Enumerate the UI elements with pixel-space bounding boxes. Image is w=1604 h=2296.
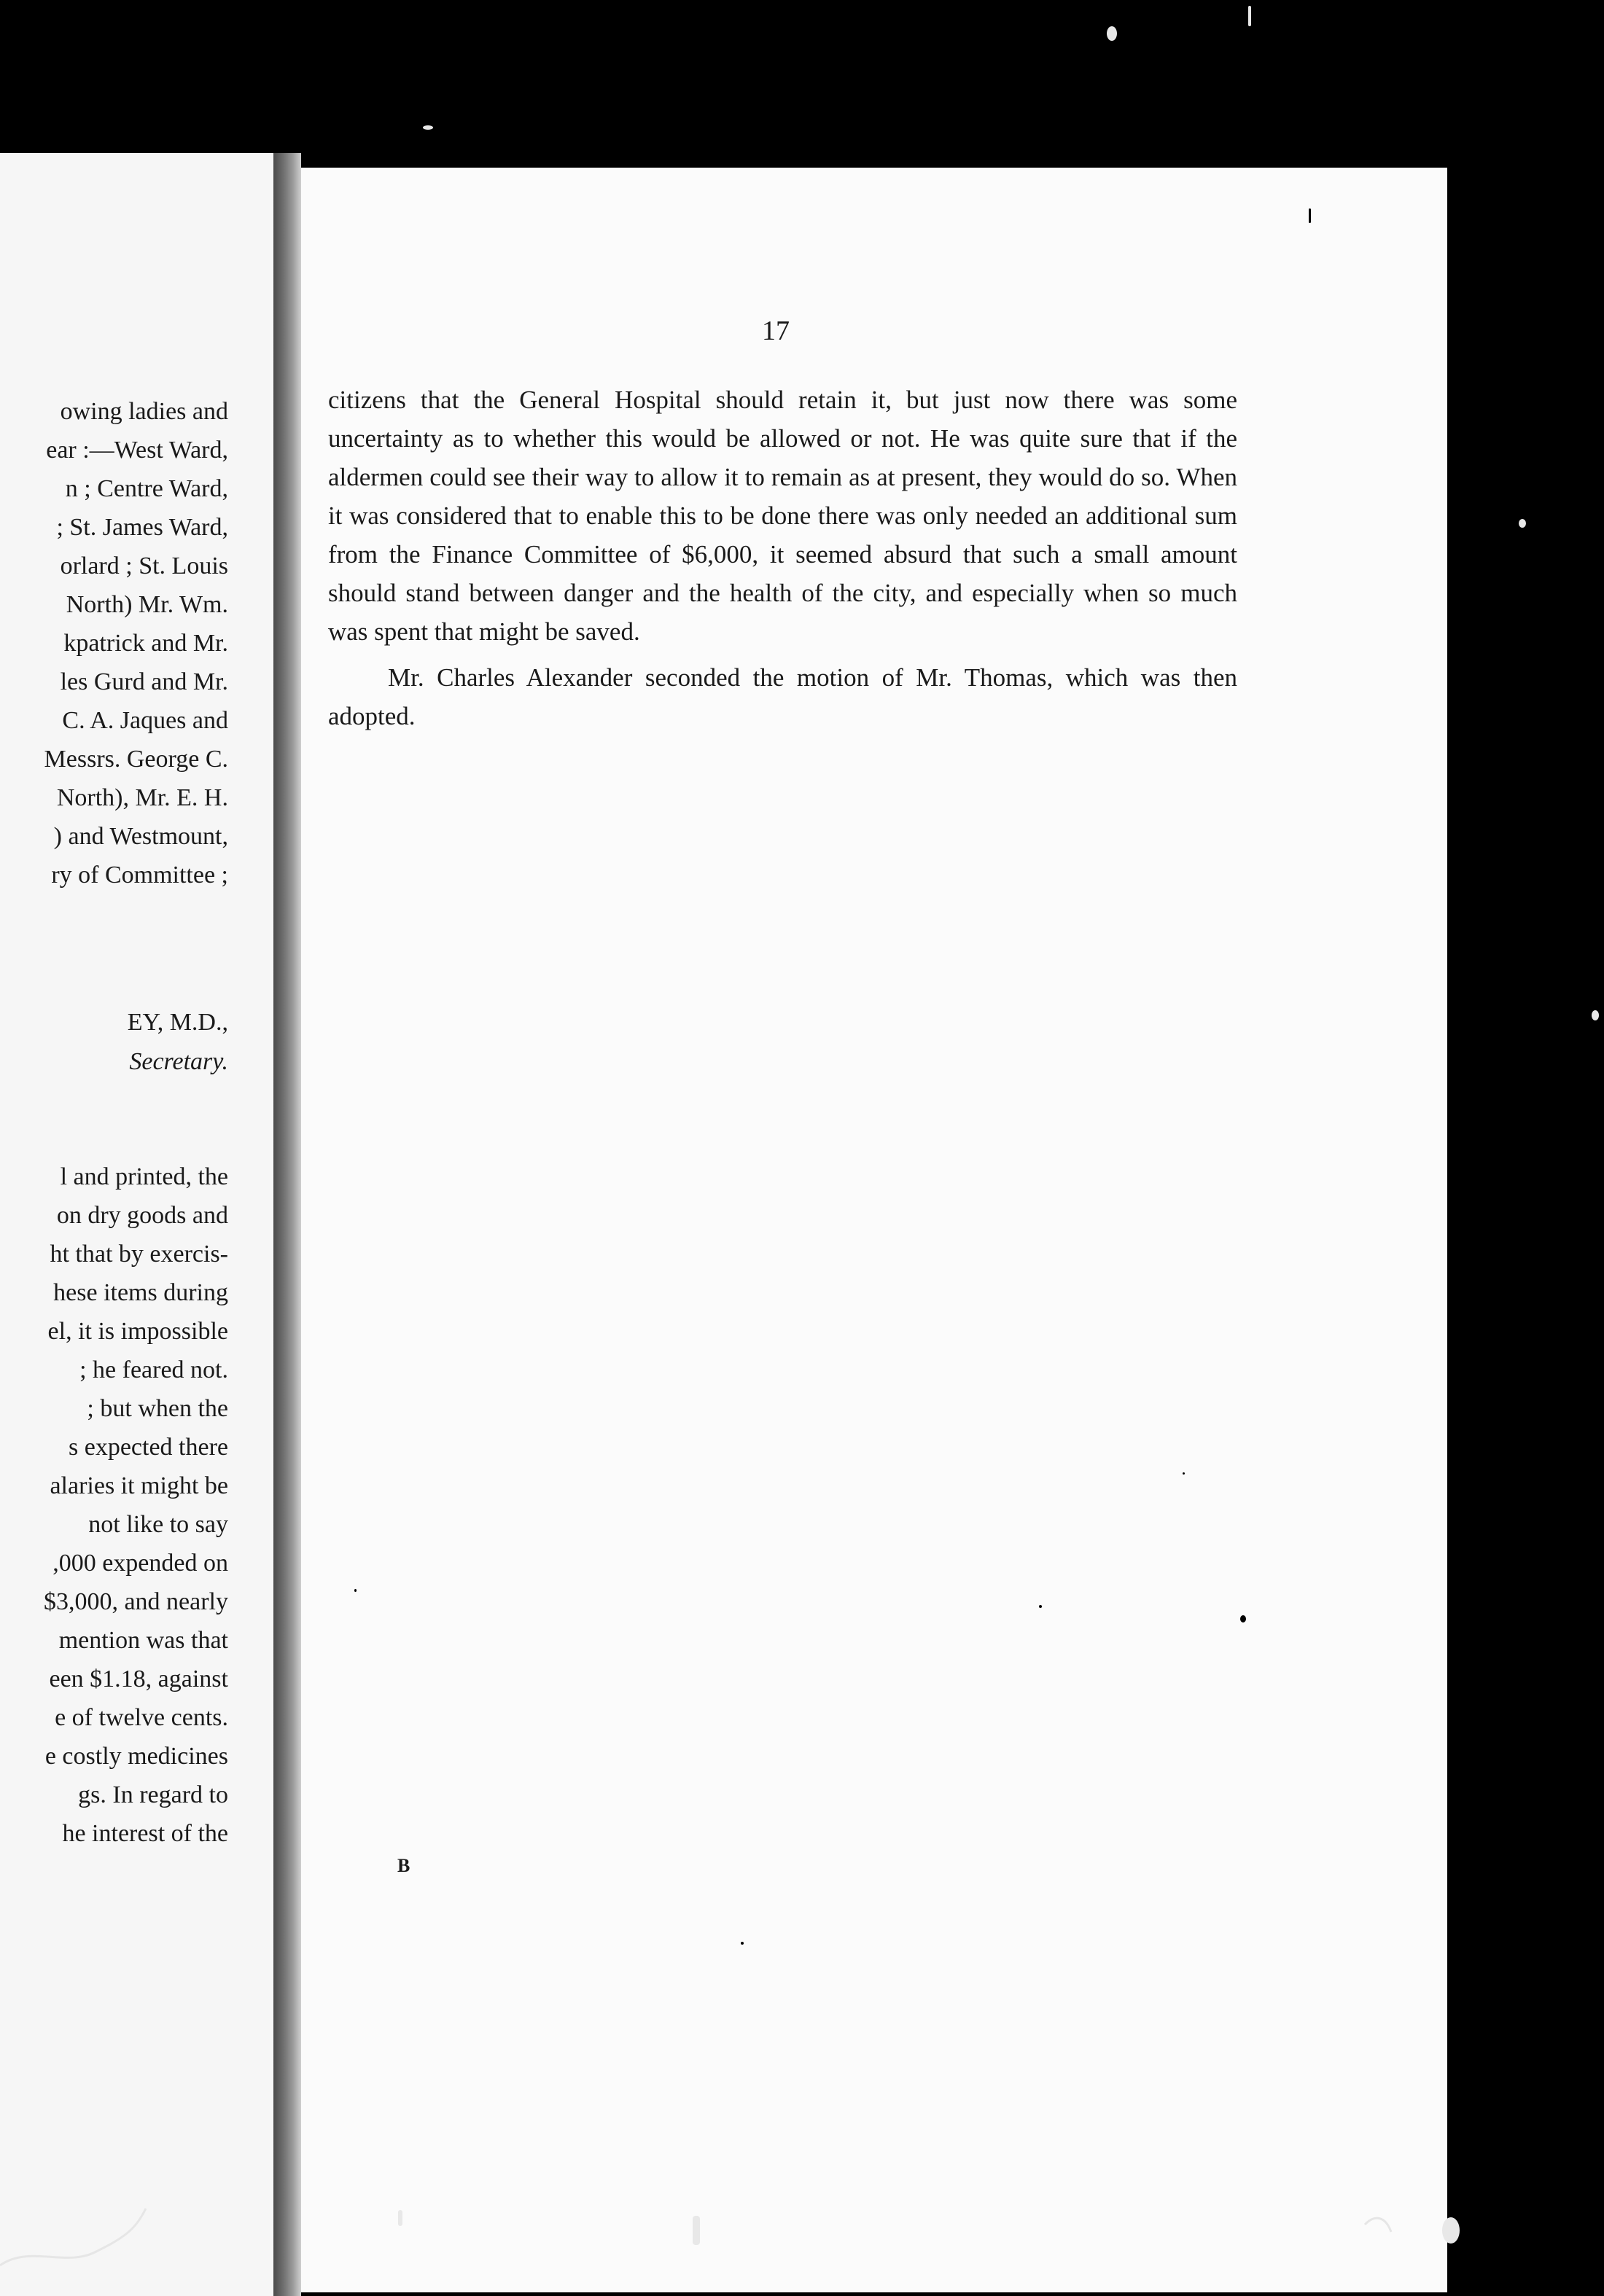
fiber-artifact: [0, 2209, 146, 2265]
left-text-line: kpatrick and Mr.: [63, 630, 228, 657]
left-text-line: $3,000, and nearly: [43, 1588, 228, 1615]
left-text-line: ry of Committee ;: [51, 862, 228, 889]
left-text-line: orlard ; St. Louis: [60, 552, 228, 579]
left-text-line: North) Mr. Wm.: [66, 591, 228, 618]
paragraph: citizens that the General Hospital should retain it, but just now there was some uncertainty as to whether this would be allowed or not. He was quite sure that if the aldermen could see their way to allow it to remain as at present, they would do so. When it was considered that to enable this to be done there was only needed an additional sum from the Finance Committee of $6,000, it seemed absurd that such a small amount should stand between danger and the health of the city, and especially when so much was spent that might be saved.: [328, 386, 1237, 646]
page-number: 17: [762, 316, 790, 346]
left-text-line: North), Mr. E. H.: [56, 784, 228, 811]
left-text-line: s expected there: [69, 1434, 228, 1461]
left-text-line: ,000 expended on: [52, 1550, 228, 1577]
left-text-line: l and printed, the: [60, 1163, 228, 1190]
left-text-line: mention was that: [58, 1627, 228, 1654]
left-text-line: ; St. James Ward,: [56, 514, 228, 541]
left-text-line: Messrs. George C.: [44, 746, 228, 773]
left-text-line: el, it is impossible: [47, 1318, 228, 1345]
left-text-line: ; but when the: [87, 1395, 228, 1422]
fiber-artifact: [1365, 2218, 1391, 2232]
left-text-line: on dry goods and: [56, 1202, 228, 1229]
left-text-line: les Gurd and Mr.: [60, 668, 228, 695]
left-text-line: C. A. Jaques and: [62, 707, 228, 734]
left-text-line: gs. In regard to: [78, 1781, 228, 1808]
left-text-line: e of twelve cents.: [55, 1704, 228, 1731]
paragraph: Mr. Charles Alexander seconded the motion of Mr. Thomas, which was then adopted.: [328, 663, 1237, 730]
left-text-line: ) and Westmount,: [53, 823, 228, 850]
left-text-line: alaries it might be: [50, 1472, 228, 1499]
left-text-line: not like to say: [88, 1511, 228, 1538]
left-text-line: een $1.18, against: [49, 1666, 228, 1692]
left-signature-name: EY, M.D.,: [127, 1009, 228, 1036]
left-text-line: owing ladies and: [60, 398, 228, 425]
left-text-line: n ; Centre Ward,: [65, 475, 228, 502]
left-text-line: he interest of the: [62, 1820, 228, 1847]
left-text-line: e costly medicines: [44, 1743, 228, 1770]
left-text-line: ; he feared not.: [79, 1356, 228, 1383]
signature-mark: B: [397, 1855, 410, 1876]
left-text-line: ear :—West Ward,: [46, 437, 228, 464]
left-text-line: hese items during: [53, 1279, 228, 1306]
left-text-line: ht that by exercis-: [50, 1241, 228, 1268]
left-signature-title: Secretary.: [129, 1048, 228, 1075]
